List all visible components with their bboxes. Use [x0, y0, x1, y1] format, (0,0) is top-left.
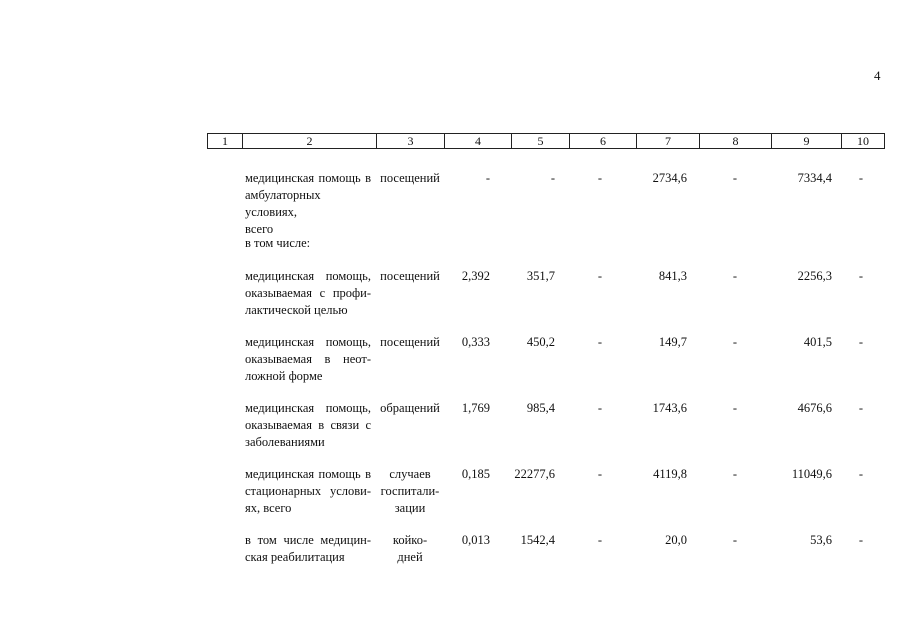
row-unit — [378, 268, 442, 285]
cell-c8: - — [732, 335, 738, 349]
header-cell: 1 — [208, 134, 243, 148]
cell-c10: - — [858, 467, 864, 481]
cell-c9: 2256,3 — [797, 269, 832, 283]
cell-c5: 351,7 — [526, 269, 555, 283]
table-header — [207, 133, 885, 149]
row-unit — [378, 532, 442, 566]
row-unit — [378, 466, 442, 517]
cell-c9: 4676,6 — [797, 401, 832, 415]
header-cell: 4 — [445, 134, 512, 148]
unit-line: дней — [397, 550, 423, 564]
header-cell: 2 — [243, 134, 377, 148]
cell-c4: - — [485, 171, 490, 185]
unit-line: госпитали- — [380, 484, 440, 498]
description-line: ложной форме — [245, 369, 323, 383]
cell-c8: - — [732, 533, 738, 547]
row-description — [245, 466, 371, 517]
description-line: оказываемая в связи с — [245, 418, 371, 432]
unit-line: посещений — [380, 269, 440, 283]
description-line: медицинская помощь, — [245, 269, 371, 283]
cell-c7: 2734,6 — [652, 171, 687, 185]
unit-line: посещений — [380, 171, 440, 185]
description-line: ская реабилитация — [245, 550, 345, 564]
header-cell: 5 — [512, 134, 570, 148]
cell-c7: 20,0 — [665, 533, 687, 547]
description-line: медицинская помощь в — [245, 467, 371, 481]
unit-line: случаев — [389, 467, 431, 481]
cell-c5: - — [550, 171, 555, 185]
row-description — [245, 170, 371, 238]
page-number: 4 — [874, 68, 881, 83]
cell-c7: 1743,6 — [652, 401, 687, 415]
description-line: в том числе медицин- — [245, 533, 371, 547]
cell-c4: 0,185 — [461, 467, 490, 481]
cell-c5: 1542,4 — [520, 533, 555, 547]
cell-c7: 841,3 — [658, 269, 687, 283]
cell-c7: 149,7 — [658, 335, 687, 349]
row-unit — [378, 334, 442, 351]
cell-c10: - — [858, 171, 864, 185]
cell-c8: - — [732, 401, 738, 415]
cell-c5: 22277,6 — [514, 467, 555, 481]
row-description — [245, 532, 371, 566]
cell-c4: 1,769 — [461, 401, 490, 415]
header-cell: 8 — [700, 134, 772, 148]
row-description — [245, 268, 371, 319]
row-description — [245, 334, 371, 385]
description-line: ях, всего — [245, 501, 292, 515]
description-line: оказываемая с профи- — [245, 286, 371, 300]
cell-c4: 0,333 — [461, 335, 490, 349]
cell-c10: - — [858, 269, 864, 283]
row-unit — [378, 170, 442, 187]
unit-line: обращений — [380, 401, 440, 415]
unit-line: зации — [394, 501, 426, 515]
cell-c5: 450,2 — [526, 335, 555, 349]
row-description — [245, 400, 371, 451]
unit-line: посещений — [380, 335, 440, 349]
cell-c6: - — [597, 401, 603, 415]
cell-c10: - — [858, 533, 864, 547]
description-line: оказываемая в неот- — [245, 352, 371, 366]
cell-c8: - — [732, 467, 738, 481]
description-line: амбулаторных условиях, — [245, 188, 321, 219]
cell-c8: - — [732, 269, 738, 283]
cell-c6: - — [597, 171, 603, 185]
cell-c4: 2,392 — [461, 269, 490, 283]
cell-c5: 985,4 — [526, 401, 555, 415]
cell-c6: - — [597, 533, 603, 547]
section-label: в том числе: — [245, 236, 311, 250]
header-cell: 9 — [772, 134, 842, 148]
cell-c6: - — [597, 335, 603, 349]
cell-c10: - — [858, 401, 864, 415]
cell-c9: 7334,4 — [797, 171, 832, 185]
cell-c9: 401,5 — [803, 335, 832, 349]
cell-c6: - — [597, 269, 603, 283]
cell-c9: 11049,6 — [791, 467, 832, 481]
description-line: заболеваниями — [245, 435, 325, 449]
cell-c6: - — [597, 467, 603, 481]
header-cell: 7 — [637, 134, 700, 148]
header-cell: 3 — [377, 134, 445, 148]
description-line: лактической целью — [245, 303, 348, 317]
cell-c9: 53,6 — [810, 533, 832, 547]
description-line: всего — [245, 222, 274, 236]
unit-line: койко- — [392, 533, 428, 547]
cell-c7: 4119,8 — [653, 467, 687, 481]
cell-c10: - — [858, 335, 864, 349]
description-line: медицинская помощь в — [245, 171, 371, 185]
row-unit — [378, 400, 442, 417]
cell-c8: - — [732, 171, 738, 185]
description-line: медицинская помощь, — [245, 401, 371, 415]
header-cell: 6 — [570, 134, 637, 148]
cell-c4: 0,013 — [461, 533, 490, 547]
description-line: стационарных услови- — [245, 484, 371, 498]
header-cell: 10 — [857, 134, 869, 148]
description-line: медицинская помощь, — [245, 335, 371, 349]
